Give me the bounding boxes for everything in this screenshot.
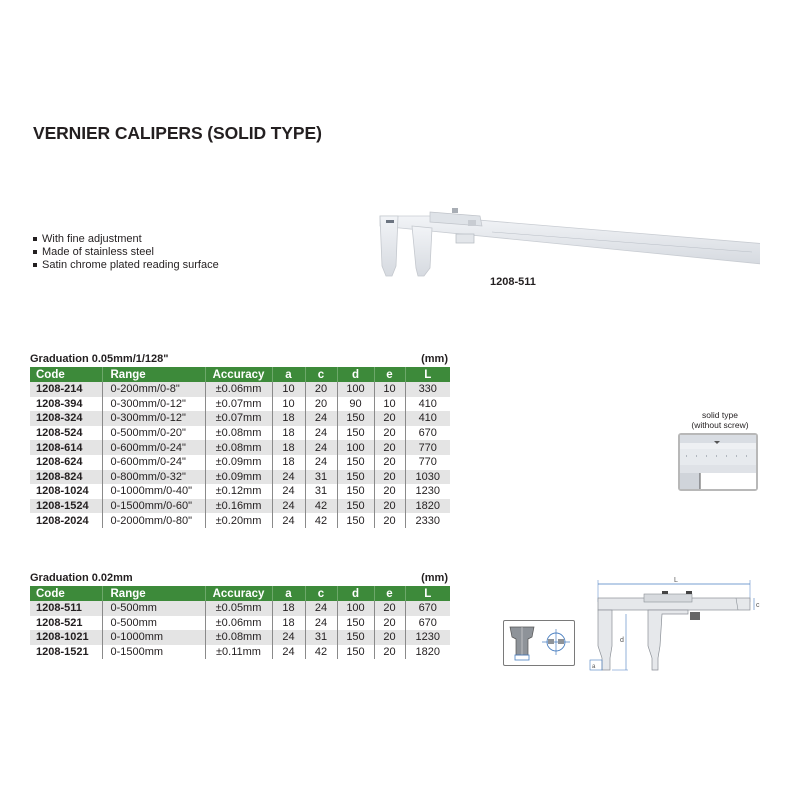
cell-a: 18: [272, 440, 305, 455]
cell-c: 24: [305, 601, 337, 616]
cell-l: 410: [405, 411, 450, 426]
spec-table-graduation-002: [30, 572, 450, 659]
cell-range: 0-1000mm: [102, 630, 205, 645]
vernier-caliper-photo-icon: [372, 204, 760, 282]
spec-table-graduation-005: [30, 353, 450, 528]
column-header-l: L: [405, 367, 450, 382]
cell-d: 150: [337, 630, 374, 645]
cell-range: 0-200mm/0-8": [102, 382, 205, 397]
cell-code: 1208-614: [30, 440, 102, 455]
cell-e: 20: [374, 601, 405, 616]
table-row: [30, 455, 450, 470]
cell-code: 1208-1021: [30, 630, 102, 645]
cell-code: 1208-1524: [30, 499, 102, 514]
cell-e: 20: [374, 455, 405, 470]
column-header-a: a: [272, 586, 305, 601]
cell-l: 2330: [405, 513, 450, 528]
cell-d: 150: [337, 411, 374, 426]
cell-a: 24: [272, 630, 305, 645]
cell-a: 24: [272, 499, 305, 514]
table-heading: Graduation 0.05mm/1/128": [30, 353, 169, 365]
column-header-e: e: [374, 586, 405, 601]
table-unit: (mm): [421, 572, 448, 584]
cell-range: 0-2000mm/0-80": [102, 513, 205, 528]
cell-a: 18: [272, 616, 305, 631]
cell-l: 670: [405, 616, 450, 631]
cell-accuracy: ±0.06mm: [205, 616, 272, 631]
cell-accuracy: ±0.16mm: [205, 499, 272, 514]
table-row: [30, 470, 450, 485]
cell-code: 1208-524: [30, 426, 102, 441]
feature-item: Satin chrome plated reading surface: [32, 259, 219, 272]
cell-e: 20: [374, 440, 405, 455]
inset-label: [680, 410, 760, 430]
cell-a: 18: [272, 426, 305, 441]
product-photo-caption: 1208-511: [490, 276, 536, 288]
column-header-accuracy: Accuracy: [205, 586, 272, 601]
table-row: [30, 440, 450, 455]
feature-list: [32, 233, 219, 272]
cell-d: 150: [337, 470, 374, 485]
cell-d: 150: [337, 499, 374, 514]
column-header-range: Range: [102, 586, 205, 601]
cell-accuracy: ±0.07mm: [205, 411, 272, 426]
cell-c: 20: [305, 382, 337, 397]
cell-l: 1820: [405, 645, 450, 660]
cell-accuracy: ±0.09mm: [205, 455, 272, 470]
cell-a: 18: [272, 601, 305, 616]
column-header-l: L: [405, 586, 450, 601]
table-heading: Graduation 0.02mm: [30, 572, 133, 584]
cell-range: 0-500mm: [102, 616, 205, 631]
inset-label-line2: (without screw): [691, 420, 749, 430]
cell-code: 1208-1521: [30, 645, 102, 660]
cell-accuracy: ±0.06mm: [205, 382, 272, 397]
cell-code: 1208-824: [30, 470, 102, 485]
cell-a: 24: [272, 484, 305, 499]
column-header-code: Code: [30, 367, 102, 382]
cell-e: 20: [374, 411, 405, 426]
cell-c: 42: [305, 513, 337, 528]
cell-code: 1208-394: [30, 397, 102, 412]
cell-e: 20: [374, 499, 405, 514]
cell-accuracy: ±0.07mm: [205, 397, 272, 412]
jaw-cross-section-icon: [504, 621, 574, 665]
cell-range: 0-1500mm: [102, 645, 205, 660]
cell-d: 100: [337, 440, 374, 455]
caliper-dimension-drawing-icon: [588, 574, 778, 674]
cell-accuracy: ±0.11mm: [205, 645, 272, 660]
cell-d: 150: [337, 513, 374, 528]
cell-accuracy: ±0.05mm: [205, 601, 272, 616]
column-header-range: Range: [102, 367, 205, 382]
cell-l: 770: [405, 455, 450, 470]
inset-label-line1: solid type: [702, 410, 738, 420]
cell-accuracy: ±0.20mm: [205, 513, 272, 528]
cell-d: 150: [337, 455, 374, 470]
cell-d: 150: [337, 426, 374, 441]
cell-e: 20: [374, 630, 405, 645]
column-header-d: d: [337, 367, 374, 382]
table-row: [30, 426, 450, 441]
column-header-a: a: [272, 367, 305, 382]
cell-d: 150: [337, 616, 374, 631]
cell-l: 1230: [405, 630, 450, 645]
page-title: VERNIER CALIPERS (SOLID TYPE): [33, 123, 322, 143]
jaw-cross-section-diagram: [503, 620, 575, 666]
table-row: [30, 601, 450, 616]
cell-code: 1208-511: [30, 601, 102, 616]
table-unit: (mm): [421, 353, 448, 365]
table-header-row: [30, 586, 450, 601]
cell-a: 10: [272, 397, 305, 412]
cell-a: 18: [272, 411, 305, 426]
cell-e: 10: [374, 382, 405, 397]
cell-range: 0-1000mm/0-40": [102, 484, 205, 499]
cell-range: 0-600mm/0-24": [102, 440, 205, 455]
cell-e: 20: [374, 513, 405, 528]
cell-a: 24: [272, 470, 305, 485]
cell-d: 100: [337, 601, 374, 616]
cell-e: 10: [374, 397, 405, 412]
spec-table: [30, 367, 450, 528]
cell-c: 24: [305, 616, 337, 631]
cell-c: 24: [305, 455, 337, 470]
cell-l: 1030: [405, 470, 450, 485]
table-heading-row: [30, 353, 450, 367]
cell-c: 31: [305, 484, 337, 499]
table-row: [30, 616, 450, 631]
cell-accuracy: ±0.08mm: [205, 440, 272, 455]
dimension-label-c: c: [756, 602, 760, 609]
cell-l: 410: [405, 397, 450, 412]
table-row: [30, 411, 450, 426]
cell-a: 10: [272, 382, 305, 397]
table-row: [30, 499, 450, 514]
cell-code: 1208-521: [30, 616, 102, 631]
table-row: [30, 645, 450, 660]
table-row: [30, 397, 450, 412]
cell-l: 770: [405, 440, 450, 455]
cell-range: 0-300mm/0-12": [102, 411, 205, 426]
cell-code: 1208-214: [30, 382, 102, 397]
cell-accuracy: ±0.08mm: [205, 630, 272, 645]
cell-c: 31: [305, 470, 337, 485]
cell-l: 1820: [405, 499, 450, 514]
cell-c: 24: [305, 426, 337, 441]
cell-range: 0-300mm/0-12": [102, 397, 205, 412]
cell-c: 24: [305, 411, 337, 426]
spec-table: [30, 586, 450, 659]
cell-c: 42: [305, 499, 337, 514]
cell-accuracy: ±0.12mm: [205, 484, 272, 499]
table-row: [30, 630, 450, 645]
cell-d: 90: [337, 397, 374, 412]
cell-code: 1208-2024: [30, 513, 102, 528]
cell-d: 150: [337, 645, 374, 660]
dimension-label-d: d: [620, 637, 624, 644]
cell-c: 31: [305, 630, 337, 645]
cell-e: 20: [374, 484, 405, 499]
column-header-c: c: [305, 367, 337, 382]
cell-c: 20: [305, 397, 337, 412]
cell-d: 150: [337, 484, 374, 499]
table-heading-row: [30, 572, 450, 586]
dimension-label-a: a: [592, 664, 596, 670]
column-header-code: Code: [30, 586, 102, 601]
table-row: [30, 513, 450, 528]
cell-accuracy: ±0.08mm: [205, 426, 272, 441]
cell-l: 670: [405, 426, 450, 441]
cell-code: 1208-324: [30, 411, 102, 426]
cell-c: 24: [305, 440, 337, 455]
cell-l: 330: [405, 382, 450, 397]
feature-item: With fine adjustment: [32, 233, 219, 246]
cell-d: 100: [337, 382, 374, 397]
cell-c: 42: [305, 645, 337, 660]
cell-a: 18: [272, 455, 305, 470]
cell-range: 0-800mm/0-32": [102, 470, 205, 485]
feature-item: Made of stainless steel: [32, 246, 219, 259]
cell-range: 0-1500mm/0-60": [102, 499, 205, 514]
cell-e: 20: [374, 470, 405, 485]
cell-a: 24: [272, 645, 305, 660]
cell-range: 0-500mm: [102, 601, 205, 616]
table-header-row: [30, 367, 450, 382]
column-header-accuracy: Accuracy: [205, 367, 272, 382]
cell-l: 1230: [405, 484, 450, 499]
cell-a: 24: [272, 513, 305, 528]
cell-range: 0-600mm/0-24": [102, 455, 205, 470]
table-row: [30, 382, 450, 397]
cell-code: 1208-1024: [30, 484, 102, 499]
cell-l: 670: [405, 601, 450, 616]
cell-accuracy: ±0.09mm: [205, 470, 272, 485]
dimension-label-l: L: [674, 577, 678, 584]
cell-range: 0-500mm/0-20": [102, 426, 205, 441]
cell-code: 1208-624: [30, 455, 102, 470]
cell-e: 20: [374, 645, 405, 660]
cell-e: 20: [374, 616, 405, 631]
table-row: [30, 484, 450, 499]
solid-type-closeup: [678, 433, 758, 491]
cell-e: 20: [374, 426, 405, 441]
column-header-c: c: [305, 586, 337, 601]
column-header-d: d: [337, 586, 374, 601]
solid-type-closeup-icon: [680, 435, 756, 489]
column-header-e: e: [374, 367, 405, 382]
